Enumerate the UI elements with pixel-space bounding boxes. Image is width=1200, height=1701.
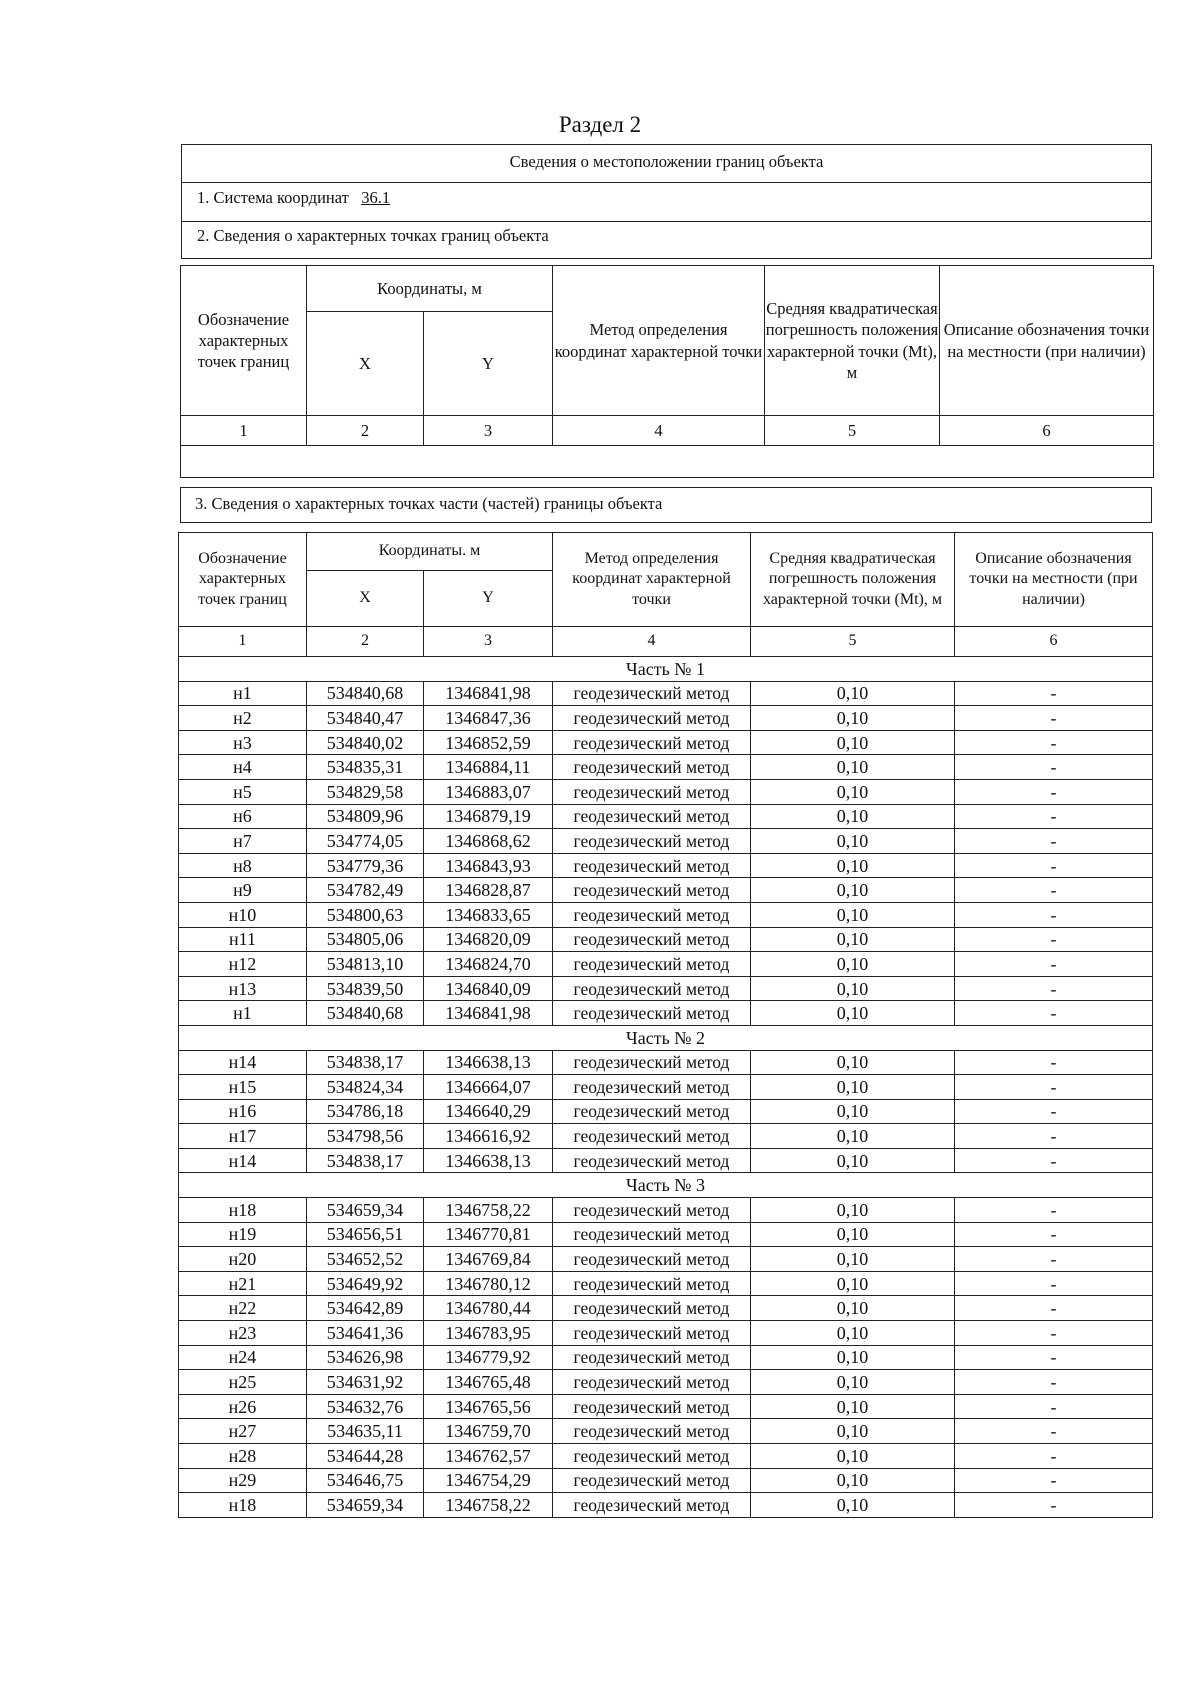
description: -	[955, 829, 1153, 854]
column-numbers-row	[181, 416, 1154, 446]
info-header: Сведения о местоположении границ объекта	[509, 152, 824, 171]
point-designation: н23	[179, 1321, 307, 1346]
point-designation: н11	[179, 927, 307, 952]
point-designation: н6	[179, 804, 307, 829]
col-description-header: Описание обозначения точки на местности (при наличии)	[955, 533, 1153, 627]
col-method-header: Метод определения координат характерной точки	[553, 533, 751, 627]
mt-error: 0,10	[751, 681, 955, 706]
part-header-row	[179, 1025, 1153, 1050]
table-row	[179, 1394, 1153, 1419]
method: геодезический метод	[553, 1394, 751, 1419]
coord-y: 1346847,36	[424, 706, 553, 731]
coord-x: 534813,10	[307, 952, 424, 977]
col-number: 1	[179, 627, 307, 657]
coord-x: 534626,98	[307, 1345, 424, 1370]
coord-x: 534656,51	[307, 1222, 424, 1247]
mt-error: 0,10	[751, 779, 955, 804]
table-row	[179, 1296, 1153, 1321]
mt-error: 0,10	[751, 1419, 955, 1444]
coord-y: 1346840,09	[424, 976, 553, 1001]
method: геодезический метод	[553, 976, 751, 1001]
coord-y: 1346762,57	[424, 1444, 553, 1469]
method: геодезический метод	[553, 927, 751, 952]
coord-y: 1346638,13	[424, 1148, 553, 1173]
point-designation: н17	[179, 1124, 307, 1149]
coord-x: 534840,02	[307, 730, 424, 755]
table-row	[179, 1444, 1153, 1469]
table-row	[179, 1050, 1153, 1075]
mt-error: 0,10	[751, 952, 955, 977]
method: геодезический метод	[553, 1419, 751, 1444]
table-row	[179, 681, 1153, 706]
method: геодезический метод	[553, 1296, 751, 1321]
coord-y: 1346779,92	[424, 1345, 553, 1370]
table-row	[179, 1468, 1153, 1493]
coord-x: 534644,28	[307, 1444, 424, 1469]
table-row	[179, 902, 1153, 927]
coord-y: 1346765,56	[424, 1394, 553, 1419]
method: геодезический метод	[553, 1099, 751, 1124]
table-row	[179, 1198, 1153, 1223]
point-designation: н1	[179, 681, 307, 706]
point-designation: н9	[179, 878, 307, 903]
col-number: 6	[940, 416, 1154, 446]
point-designation: н14	[179, 1050, 307, 1075]
part-header-row	[179, 657, 1153, 682]
method: геодезический метод	[553, 1321, 751, 1346]
description: -	[955, 804, 1153, 829]
coord-y: 1346833,65	[424, 902, 553, 927]
coord-x: 534805,06	[307, 927, 424, 952]
mt-error: 0,10	[751, 1394, 955, 1419]
point-designation: н18	[179, 1493, 307, 1518]
table-row	[179, 1321, 1153, 1346]
coord-x: 534840,68	[307, 681, 424, 706]
method: геодезический метод	[553, 730, 751, 755]
description: -	[955, 1296, 1153, 1321]
description: -	[955, 952, 1153, 977]
mt-error: 0,10	[751, 1296, 955, 1321]
description: -	[955, 1468, 1153, 1493]
coord-x: 534659,34	[307, 1493, 424, 1518]
description: -	[955, 1001, 1153, 1026]
table-row	[179, 1345, 1153, 1370]
coord-y: 1346638,13	[424, 1050, 553, 1075]
mt-error: 0,10	[751, 755, 955, 780]
point-designation: н22	[179, 1296, 307, 1321]
coord-y: 1346780,12	[424, 1271, 553, 1296]
coord-y: 1346843,93	[424, 853, 553, 878]
mt-error: 0,10	[751, 1222, 955, 1247]
mt-error: 0,10	[751, 1345, 955, 1370]
coord-x: 534824,34	[307, 1075, 424, 1100]
part-points-table	[178, 532, 1153, 1518]
description: -	[955, 902, 1153, 927]
method: геодезический метод	[553, 853, 751, 878]
mt-error: 0,10	[751, 1444, 955, 1469]
point-designation: н16	[179, 1099, 307, 1124]
col-y-header: Y	[424, 571, 553, 627]
coord-x: 534838,17	[307, 1050, 424, 1075]
point-designation: н12	[179, 952, 307, 977]
method: геодезический метод	[553, 878, 751, 903]
point-designation: н24	[179, 1345, 307, 1370]
point-designation: н13	[179, 976, 307, 1001]
table-row	[179, 1099, 1153, 1124]
method: геодезический метод	[553, 1148, 751, 1173]
mt-error: 0,10	[751, 976, 955, 1001]
empty-cell	[181, 446, 1154, 478]
method: геодезический метод	[553, 1370, 751, 1395]
table-row	[179, 1493, 1153, 1518]
point-designation: н5	[179, 779, 307, 804]
method: геодезический метод	[553, 952, 751, 977]
coord-x: 534800,63	[307, 902, 424, 927]
col-designation-header: Обозначение характерных точек границ	[181, 266, 307, 416]
coord-x: 534646,75	[307, 1468, 424, 1493]
column-numbers-row	[179, 627, 1153, 657]
part-label: Часть № 3	[179, 1173, 1153, 1198]
boundary-points-table	[180, 265, 1154, 478]
divider	[181, 182, 1152, 183]
mt-error: 0,10	[751, 1001, 955, 1026]
coord-x: 534774,05	[307, 829, 424, 854]
boundary-points-title: 2. Сведения о характерных точках границ объекта	[197, 226, 549, 245]
coord-y: 1346758,22	[424, 1198, 553, 1223]
point-designation: н10	[179, 902, 307, 927]
coord-y: 1346765,48	[424, 1370, 553, 1395]
table-row	[179, 1370, 1153, 1395]
part-header-row	[179, 1173, 1153, 1198]
coord-x: 534786,18	[307, 1099, 424, 1124]
col-number: 5	[765, 416, 940, 446]
col-error-header: Средняя квадратическая погрешность положения характерной точки (Mt), м	[751, 533, 955, 627]
method: геодезический метод	[553, 1198, 751, 1223]
coord-x: 534798,56	[307, 1124, 424, 1149]
mt-error: 0,10	[751, 1198, 955, 1223]
coord-y: 1346754,29	[424, 1468, 553, 1493]
point-designation: н25	[179, 1370, 307, 1395]
col-number: 1	[181, 416, 307, 446]
method: геодезический метод	[553, 1050, 751, 1075]
coord-y: 1346780,44	[424, 1296, 553, 1321]
mt-error: 0,10	[751, 1468, 955, 1493]
coord-y: 1346883,07	[424, 779, 553, 804]
mt-error: 0,10	[751, 1247, 955, 1272]
coord-x: 534641,36	[307, 1321, 424, 1346]
coord-y: 1346884,11	[424, 755, 553, 780]
method: геодезический метод	[553, 1001, 751, 1026]
table-row	[179, 1075, 1153, 1100]
mt-error: 0,10	[751, 1050, 955, 1075]
col-number: 3	[424, 627, 553, 657]
mt-error: 0,10	[751, 878, 955, 903]
method: геодезический метод	[553, 1247, 751, 1272]
description: -	[955, 927, 1153, 952]
description: -	[955, 1345, 1153, 1370]
table-row	[179, 829, 1153, 854]
empty-row	[181, 446, 1154, 478]
coord-x: 534649,92	[307, 1271, 424, 1296]
coord-system-row	[197, 188, 390, 208]
coord-y: 1346879,19	[424, 804, 553, 829]
coord-y: 1346868,62	[424, 829, 553, 854]
point-designation: н7	[179, 829, 307, 854]
mt-error: 0,10	[751, 1370, 955, 1395]
col-method-header: Метод определения координат характерной точки	[553, 266, 765, 416]
method: геодезический метод	[553, 1468, 751, 1493]
table-row	[179, 1001, 1153, 1026]
point-designation: н21	[179, 1271, 307, 1296]
mt-error: 0,10	[751, 730, 955, 755]
description: -	[955, 1321, 1153, 1346]
part-label: Часть № 2	[179, 1025, 1153, 1050]
point-designation: н1	[179, 1001, 307, 1026]
mt-error: 0,10	[751, 804, 955, 829]
coord-x: 534838,17	[307, 1148, 424, 1173]
part-points-title: 3. Сведения о характерных точках части (частей) границы объекта	[195, 494, 663, 513]
point-designation: н8	[179, 853, 307, 878]
method: геодезический метод	[553, 1271, 751, 1296]
coord-system-value: 36.1	[361, 188, 391, 207]
mt-error: 0,10	[751, 829, 955, 854]
table-row	[179, 779, 1153, 804]
coord-y: 1346841,98	[424, 681, 553, 706]
col-coords-header: Координаты. м	[307, 533, 553, 571]
coord-y: 1346769,84	[424, 1247, 553, 1272]
method: геодезический метод	[553, 1345, 751, 1370]
point-designation: н27	[179, 1419, 307, 1444]
point-designation: н26	[179, 1394, 307, 1419]
coord-x: 534809,96	[307, 804, 424, 829]
mt-error: 0,10	[751, 927, 955, 952]
table-row	[179, 927, 1153, 952]
table-row	[179, 1247, 1153, 1272]
method: геодезический метод	[553, 1493, 751, 1518]
table-row	[179, 1124, 1153, 1149]
coord-x: 534652,52	[307, 1247, 424, 1272]
mt-error: 0,10	[751, 1124, 955, 1149]
col-number: 6	[955, 627, 1153, 657]
method: геодезический метод	[553, 804, 751, 829]
table-row	[179, 853, 1153, 878]
coord-x: 534631,92	[307, 1370, 424, 1395]
table-row	[179, 952, 1153, 977]
coord-y: 1346616,92	[424, 1124, 553, 1149]
coord-x: 534840,68	[307, 1001, 424, 1026]
mt-error: 0,10	[751, 1493, 955, 1518]
coord-y: 1346770,81	[424, 1222, 553, 1247]
coord-y: 1346820,09	[424, 927, 553, 952]
method: геодезический метод	[553, 706, 751, 731]
col-coords-header: Координаты, м	[307, 266, 553, 312]
coord-x: 534635,11	[307, 1419, 424, 1444]
coord-x: 534835,31	[307, 755, 424, 780]
table-row	[179, 706, 1153, 731]
description: -	[955, 1050, 1153, 1075]
description: -	[955, 755, 1153, 780]
col-x-header: X	[307, 312, 424, 416]
method: геодезический метод	[553, 902, 751, 927]
point-designation: н15	[179, 1075, 307, 1100]
description: -	[955, 1099, 1153, 1124]
coord-x: 534829,58	[307, 779, 424, 804]
description: -	[955, 1075, 1153, 1100]
point-designation: н18	[179, 1198, 307, 1223]
coord-x: 534840,47	[307, 706, 424, 731]
coord-x: 534779,36	[307, 853, 424, 878]
method: геодезический метод	[553, 755, 751, 780]
description: -	[955, 1198, 1153, 1223]
coord-y: 1346783,95	[424, 1321, 553, 1346]
point-designation: н3	[179, 730, 307, 755]
coord-y: 1346758,22	[424, 1493, 553, 1518]
col-number: 3	[424, 416, 553, 446]
description: -	[955, 1271, 1153, 1296]
coord-x: 534632,76	[307, 1394, 424, 1419]
description: -	[955, 706, 1153, 731]
method: геодезический метод	[553, 1124, 751, 1149]
col-x-header: X	[307, 571, 424, 627]
col-number: 4	[553, 416, 765, 446]
mt-error: 0,10	[751, 1321, 955, 1346]
method: геодезический метод	[553, 1222, 751, 1247]
table-row	[179, 804, 1153, 829]
col-number: 4	[553, 627, 751, 657]
col-y-header: Y	[424, 312, 553, 416]
part-label: Часть № 1	[179, 657, 1153, 682]
section-title: Раздел 2	[558, 112, 642, 137]
mt-error: 0,10	[751, 1148, 955, 1173]
method: геодезический метод	[553, 1075, 751, 1100]
method: геодезический метод	[553, 829, 751, 854]
description: -	[955, 1222, 1153, 1247]
col-number: 2	[307, 627, 424, 657]
method: геодезический метод	[553, 681, 751, 706]
col-number: 2	[307, 416, 424, 446]
description: -	[955, 1493, 1153, 1518]
coord-y: 1346759,70	[424, 1419, 553, 1444]
table-row	[179, 1271, 1153, 1296]
col-description-header: Описание обозначения точки на местности (при наличии)	[940, 266, 1154, 416]
method: геодезический метод	[553, 1444, 751, 1469]
mt-error: 0,10	[751, 706, 955, 731]
point-designation: н20	[179, 1247, 307, 1272]
description: -	[955, 1419, 1153, 1444]
divider	[181, 221, 1152, 222]
description: -	[955, 1394, 1153, 1419]
coord-y: 1346664,07	[424, 1075, 553, 1100]
table-row	[179, 755, 1153, 780]
point-designation: н4	[179, 755, 307, 780]
method: геодезический метод	[553, 779, 751, 804]
table-row	[179, 976, 1153, 1001]
description: -	[955, 853, 1153, 878]
description: -	[955, 1247, 1153, 1272]
description: -	[955, 1124, 1153, 1149]
mt-error: 0,10	[751, 1099, 955, 1124]
description: -	[955, 1370, 1153, 1395]
point-designation: н28	[179, 1444, 307, 1469]
point-designation: н14	[179, 1148, 307, 1173]
coord-y: 1346841,98	[424, 1001, 553, 1026]
coord-x: 534659,34	[307, 1198, 424, 1223]
table-row	[179, 1419, 1153, 1444]
mt-error: 0,10	[751, 853, 955, 878]
description: -	[955, 878, 1153, 903]
description: -	[955, 1444, 1153, 1469]
mt-error: 0,10	[751, 1271, 955, 1296]
coord-system-label: 1. Система координат	[197, 188, 349, 207]
coord-y: 1346824,70	[424, 952, 553, 977]
coord-y: 1346852,59	[424, 730, 553, 755]
description: -	[955, 730, 1153, 755]
table-row	[179, 1222, 1153, 1247]
mt-error: 0,10	[751, 902, 955, 927]
point-designation: н29	[179, 1468, 307, 1493]
coord-x: 534782,49	[307, 878, 424, 903]
coord-x: 534642,89	[307, 1296, 424, 1321]
col-designation-header: Обозначение характерных точек границ	[179, 533, 307, 627]
coord-x: 534839,50	[307, 976, 424, 1001]
table-row	[179, 878, 1153, 903]
description: -	[955, 976, 1153, 1001]
col-error-header: Средняя квадратическая погрешность положения характерной точки (Mt), м	[765, 266, 940, 416]
description: -	[955, 779, 1153, 804]
description: -	[955, 1148, 1153, 1173]
description: -	[955, 681, 1153, 706]
coord-y: 1346828,87	[424, 878, 553, 903]
coord-y: 1346640,29	[424, 1099, 553, 1124]
table-row	[179, 730, 1153, 755]
table-row	[179, 1148, 1153, 1173]
col-number: 5	[751, 627, 955, 657]
point-designation: н2	[179, 706, 307, 731]
point-designation: н19	[179, 1222, 307, 1247]
mt-error: 0,10	[751, 1075, 955, 1100]
